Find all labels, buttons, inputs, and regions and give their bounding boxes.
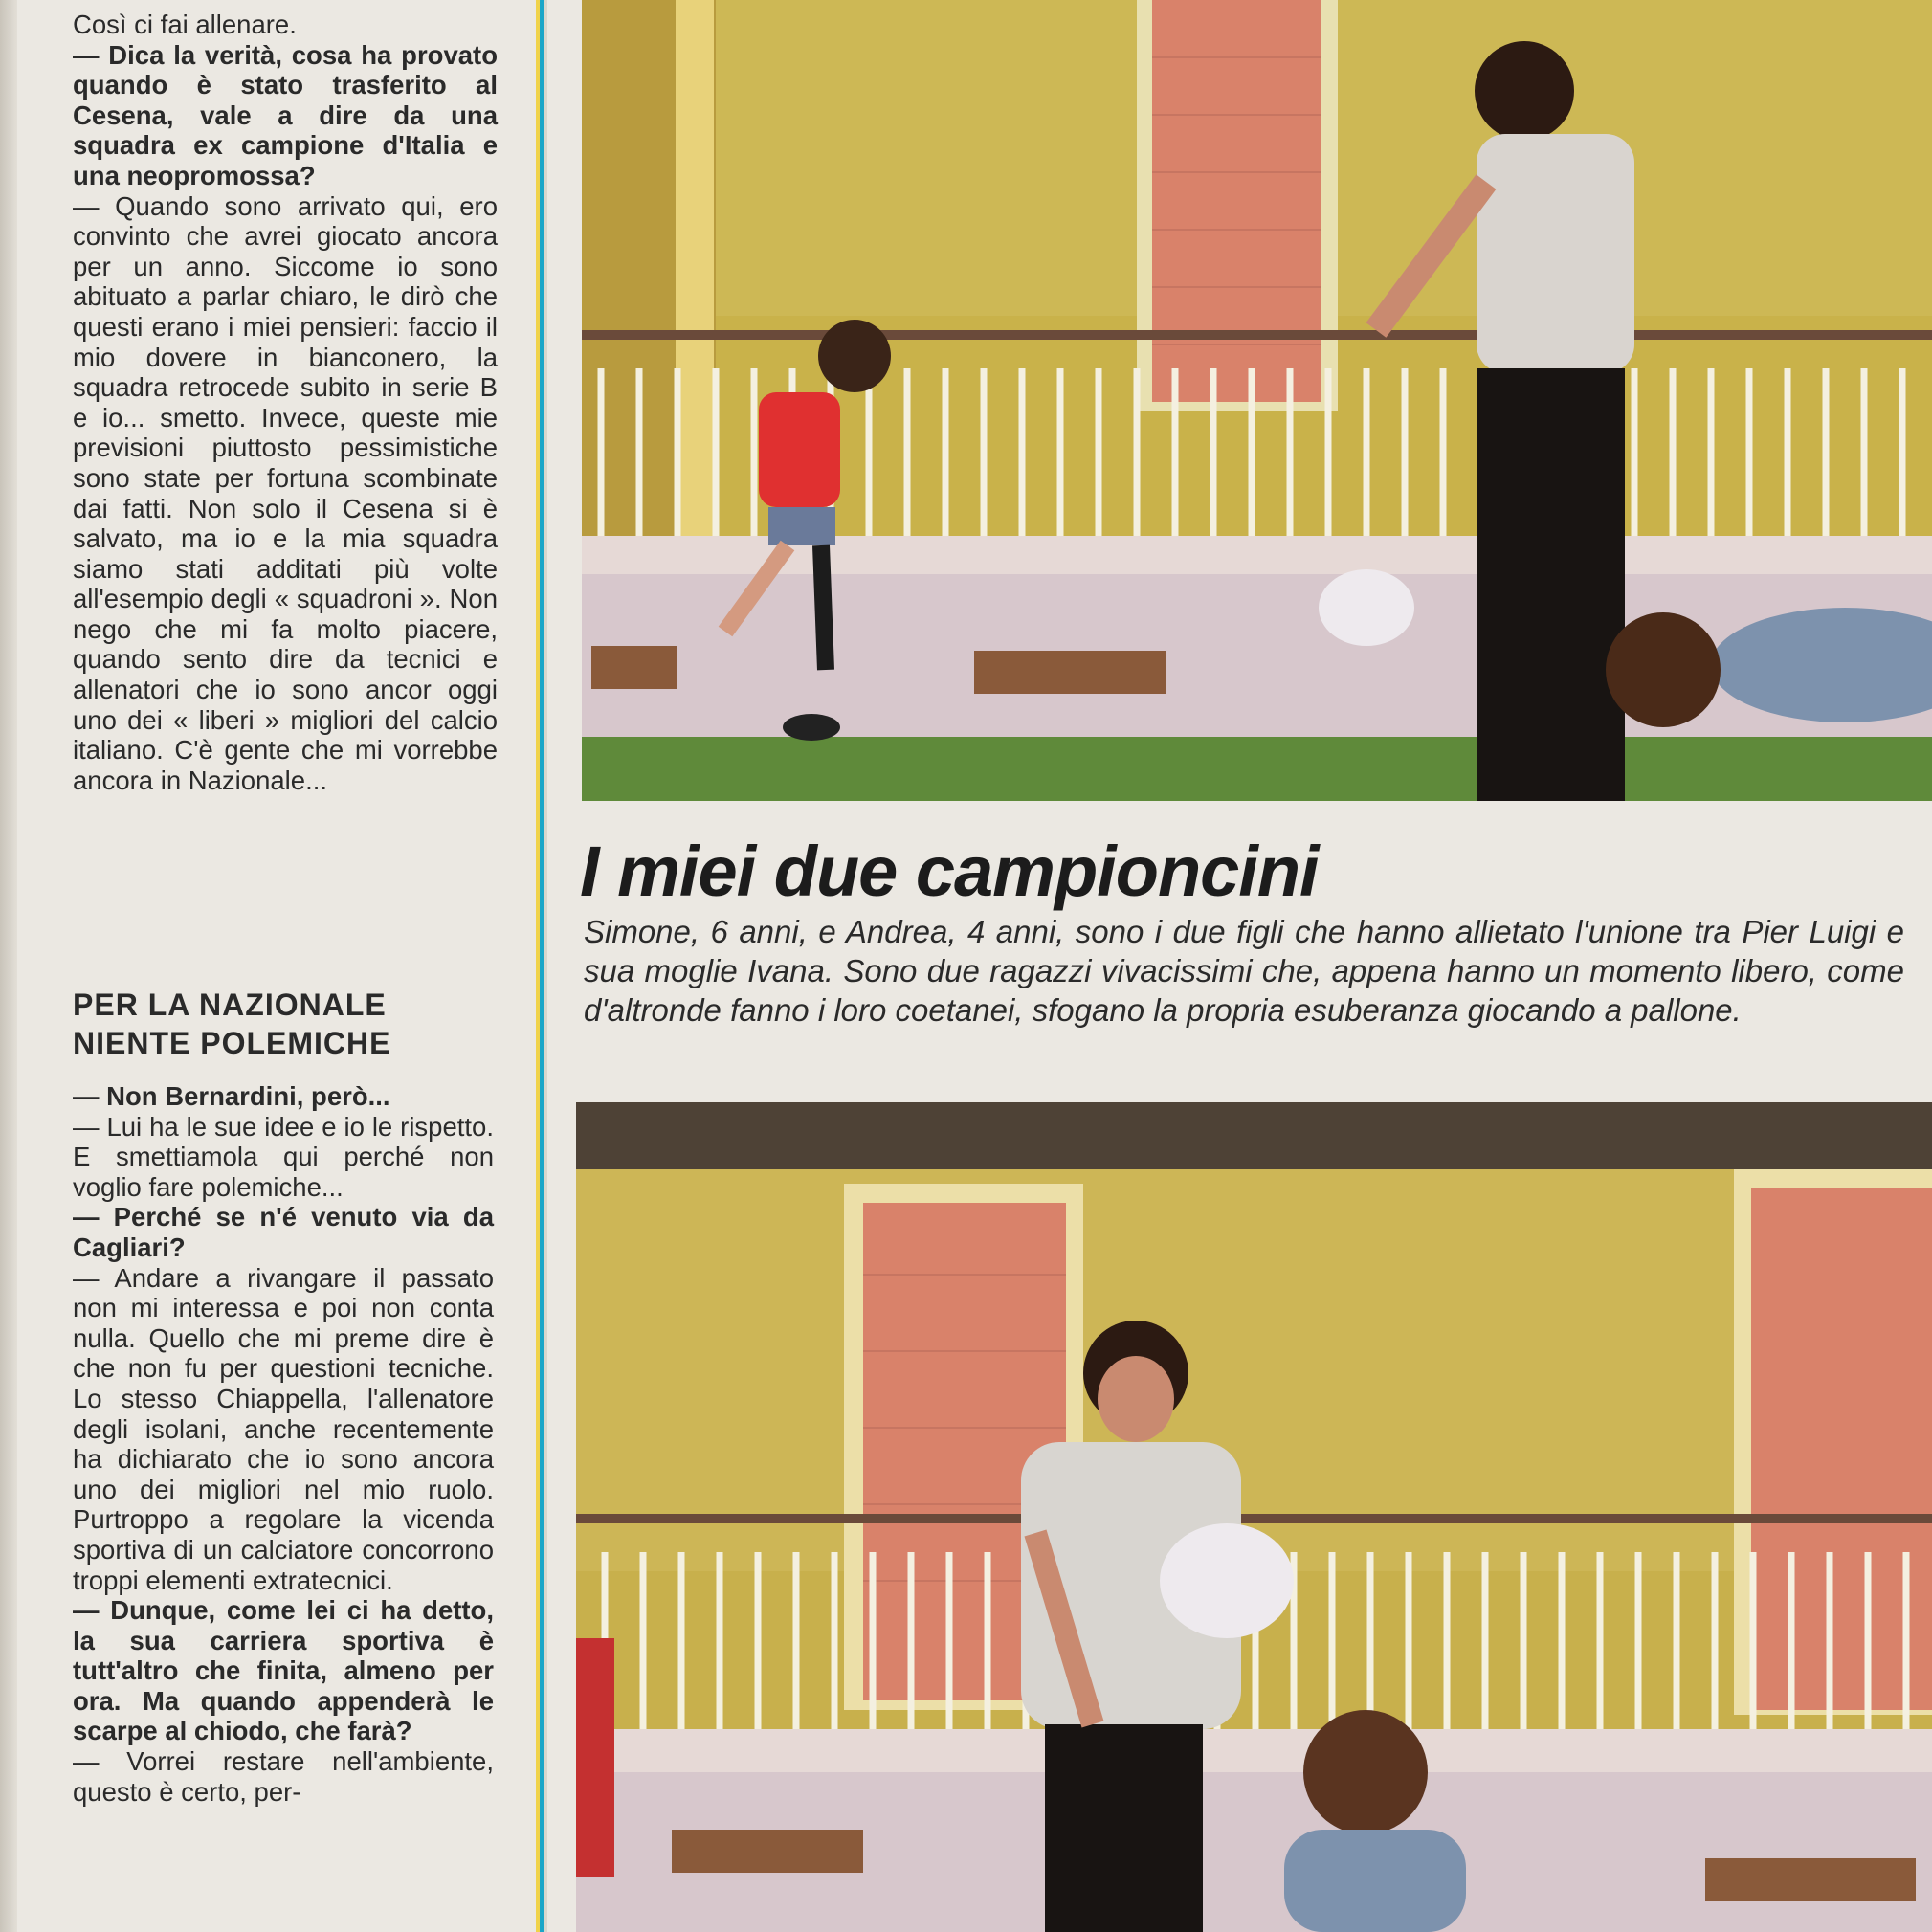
interview-answer-2: — Lui ha le sue idee e io le rispetto. E smettiamola qui perché non voglio fare polemiche... [73, 1111, 494, 1202]
interview-question-4: — Dunque, come lei ci ha detto, la sua carriera sportiva è tutt'altro che finita, almeno per ora. Ma quando appenderà le scarpe al chiodo, che farà? [73, 1595, 494, 1746]
page-spine-shadow [0, 0, 17, 1932]
photo-bottom-illustration [576, 1102, 1932, 1932]
interview-answer-3: — Andare a rivangare il passato non mi interessa e poi non conta nulla. Quello che mi preme dire è che non fu per questioni tecniche. Lo stesso Chiappella, l'allenatore degli isolani, anche recentemente ha dichiarato che io sono ancora uno dei migliori nel mio ruolo. Purtroppo a regolare la vicenda sportiva di un calciatore concorrono troppi elementi extratecnici. [73, 1262, 494, 1595]
interview-answer-1: — Quando sono arrivato qui, ero convinto che avrei giocato ancora per un anno. Siccome io sono abituato a parlar chiaro, le dirò che questi erano i miei pensieri: faccio il mio dovere in bianconero, la squadra retrocede subito in serie B e io... smetto. Invece, queste mie previsioni piuttosto pessimistiche sono state per fortuna scombinate dai fatti. Non solo il Cesena si è salvato, ma io e la mia squadra siamo stati additati più volte all'esempio degli « squadroni ». Non nego che mi fa molto piacere, quando sento dire da tecnici e allenatori che io sono ancor oggi uno dei « liberi » migliori del calcio italiano. C'è gente che mi vorrebbe ancora in Nazionale... [73, 190, 498, 795]
interview-answer-4: — Vorrei restare nell'ambiente, questo è certo, per- [73, 1746, 494, 1807]
interview-question-1: — Dica la verità, cosa ha provato quando è stato trasferito al Cesena, vale a dire da una squadra ex campione d'Italia e una neopromossa? [73, 39, 498, 190]
photo-father-and-son-bottom [576, 1102, 1932, 1932]
section-heading-line-2: NIENTE POLEMICHE [73, 1026, 391, 1060]
section-heading-line-1: PER LA NAZIONALE [73, 988, 387, 1022]
article-title: I miei due campioncini [580, 832, 1319, 911]
photo-caption: Simone, 6 anni, e Andrea, 4 anni, sono i due figli che hanno allietato l'unione tra Pier Luigi e sua moglie Ivana. Sono due ragazzi vivacissimi che, appena hanno un momento libero, come d'altronde fanno i loro coetanei, sfogano la propria esuberanza giocando a pallone. [584, 914, 1904, 1028]
interview-question-2: — Non Bernardini, però... [73, 1081, 390, 1111]
photo-top-illustration [582, 0, 1932, 801]
photo-father-and-sons-top [582, 0, 1932, 801]
interview-top-block [73, 0, 498, 795]
column-divider-rule [536, 0, 547, 1932]
interview-question-3: — Perché se n'é venuto via da Cagliari? [73, 1202, 494, 1262]
interview-bottom-block [73, 1081, 494, 1807]
interview-top-line: Così ci fai allenare. [73, 10, 297, 39]
section-heading [73, 986, 390, 1062]
interview-column [73, 0, 498, 1932]
